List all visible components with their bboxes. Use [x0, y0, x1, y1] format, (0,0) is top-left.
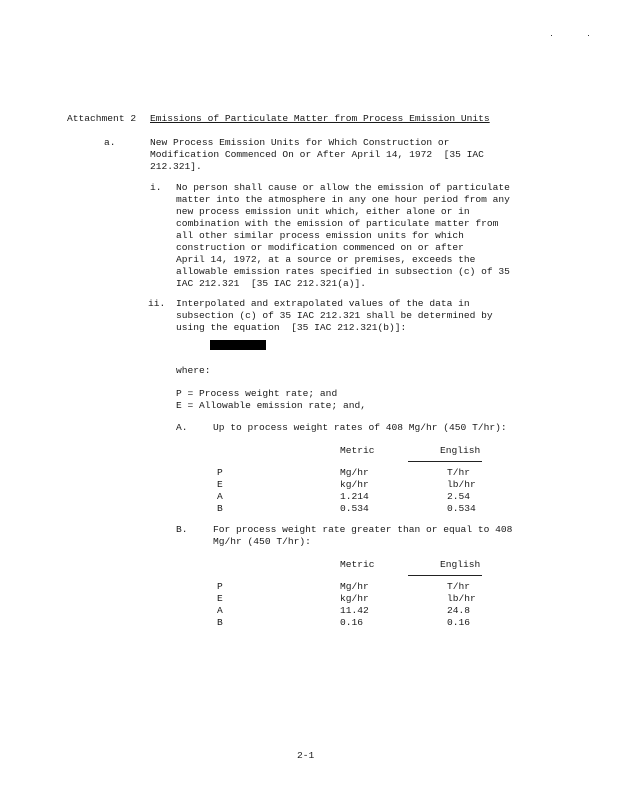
item-ii-line: Interpolated and extrapolated values of the data in: [176, 298, 470, 309]
item-i-line: IAC 212.321 [35 IAC 212.321(a)].: [176, 278, 366, 289]
sub-b-line: For process weight rate greater than or equal to 408: [213, 524, 513, 535]
row-metric: Mg/hr: [340, 467, 369, 478]
sub-b-marker: B.: [176, 524, 188, 535]
row-english: T/hr: [447, 467, 471, 478]
row-english: 0.534: [447, 503, 476, 514]
row-metric: kg/hr: [340, 479, 369, 490]
section-a-line: Modification Commenced On or After April 14, 1972 [35 IAC: [150, 149, 484, 160]
document-title: Emissions of Particulate Matter from Process Emission Units: [150, 113, 490, 124]
sub-a-marker: A.: [176, 422, 188, 433]
section-a-line: New Process Emission Units for Which Construction or: [150, 137, 450, 148]
item-ii-marker: ii.: [148, 298, 166, 309]
row-label: A: [217, 491, 223, 502]
item-ii-line: using the equation [35 IAC 212.321(b)]:: [176, 322, 407, 333]
row-label: P: [217, 581, 223, 592]
row-metric: 11.42: [340, 605, 369, 616]
row-english: 0.16: [447, 617, 471, 628]
row-label: B: [217, 617, 223, 628]
header-rule: [408, 461, 482, 462]
item-i-line: new process emission unit which, either alone or in: [176, 206, 470, 217]
item-i-line: combination with the emission of particulate matter from: [176, 218, 499, 229]
row-label: E: [217, 479, 223, 490]
definition-line: P = Process weight rate; and: [176, 388, 338, 399]
scan-speck: [588, 35, 589, 36]
item-i-line: matter into the atmosphere in any one hour period from any: [176, 194, 510, 205]
item-i-line: construction or modification commenced on or after: [176, 242, 464, 253]
row-metric: 0.16: [340, 617, 364, 628]
sub-a-line: Up to process weight rates of 408 Mg/hr (450 T/hr):: [213, 422, 507, 433]
where-label: where:: [176, 365, 211, 376]
col-header-metric: Metric: [340, 445, 375, 456]
section-a-marker: a.: [104, 137, 116, 148]
col-header-metric: Metric: [340, 559, 375, 570]
item-i-line: all other similar process emission units for which: [176, 230, 464, 241]
section-a-line: 212.321].: [150, 161, 202, 172]
redacted-equation: [210, 340, 266, 350]
item-i-line: No person shall cause or allow the emission of particulate: [176, 182, 510, 193]
item-i-marker: i.: [150, 182, 162, 193]
row-english: lb/hr: [447, 479, 476, 490]
row-metric: 0.534: [340, 503, 369, 514]
row-label: A: [217, 605, 223, 616]
item-ii-line: subsection (c) of 35 IAC 212.321 shall be determined by: [176, 310, 493, 321]
row-english: 2.54: [447, 491, 471, 502]
item-i-line: allowable emission rates specified in subsection (c) of 35: [176, 266, 510, 277]
row-english: T/hr: [447, 581, 471, 592]
page-number: 2-1: [297, 750, 315, 761]
row-label: E: [217, 593, 223, 604]
sub-b-line: Mg/hr (450 T/hr):: [213, 536, 311, 547]
row-metric: Mg/hr: [340, 581, 369, 592]
row-english: lb/hr: [447, 593, 476, 604]
col-header-english: English: [440, 445, 481, 456]
row-metric: kg/hr: [340, 593, 369, 604]
scan-speck: [551, 35, 552, 36]
attachment-label: Attachment 2: [67, 113, 137, 124]
row-english: 24.8: [447, 605, 471, 616]
row-label: P: [217, 467, 223, 478]
row-metric: 1.214: [340, 491, 369, 502]
definition-line: E = Allowable emission rate; and,: [176, 400, 366, 411]
col-header-english: English: [440, 559, 481, 570]
item-i-line: April 14, 1972, at a source or premises, exceeds the: [176, 254, 476, 265]
header-rule: [408, 575, 482, 576]
row-label: B: [217, 503, 223, 514]
